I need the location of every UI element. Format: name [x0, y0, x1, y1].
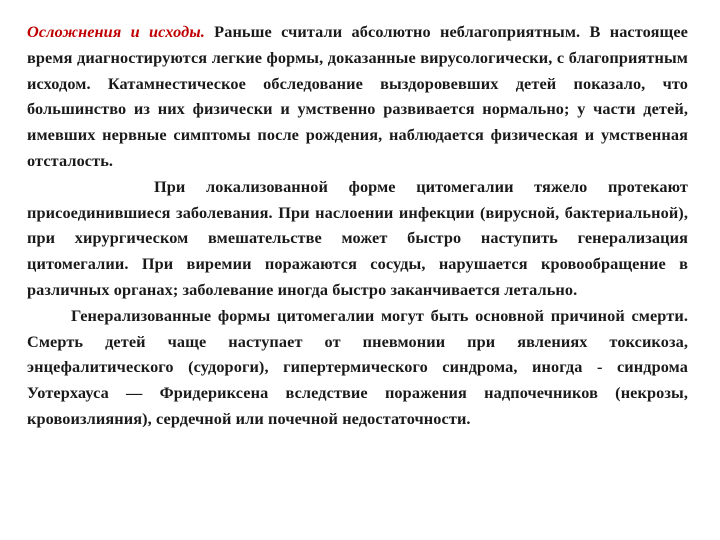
paragraph-localized-form — [27, 174, 688, 303]
text-block — [27, 19, 688, 432]
paragraph-text: Генерализованные формы цитомегалии могут быть основной причиной смерти. Смерть детей чаще наступает от пневмонии при явлениях токсикоза, энцефалитического (судороги), гипертермического синдрома, иногда - синдрома Уотерхауса — Фридериксена вследствие поражения надпочечников (некрозы, кровоизлияния), сердечной или почечной недостаточности. — [27, 305, 688, 428]
paragraph-generalized-form — [27, 303, 688, 432]
paragraph-complications — [27, 19, 688, 174]
paragraph-text: Раньше считали абсолютно неблагоприятным. В настоящее время диагностируются легкие формы, доказанные вирусологически, с благоприятным исходом. Катамнестическое обследование выздоровевших детей показало, что большинство из них физически и умственно развивается нормально; у части детей, имевших нервные симптомы после рождения, наблюдается физическая и умственная отсталость. — [27, 22, 688, 170]
paragraph-text: При локализованной форме цитомегалии тяжело протекают присоединившиеся заболевания. При наслоении инфекции (вирусной, бактериальной), при хирургическом вмешательстве может быстро наступить генерализация цитомегалии. При виремии поражаются сосуды, нарушается кровообращение в различных органах; заболевание иногда быстро заканчивается летально. — [27, 176, 688, 299]
section-term: Осложнения и исходы. — [27, 22, 205, 41]
